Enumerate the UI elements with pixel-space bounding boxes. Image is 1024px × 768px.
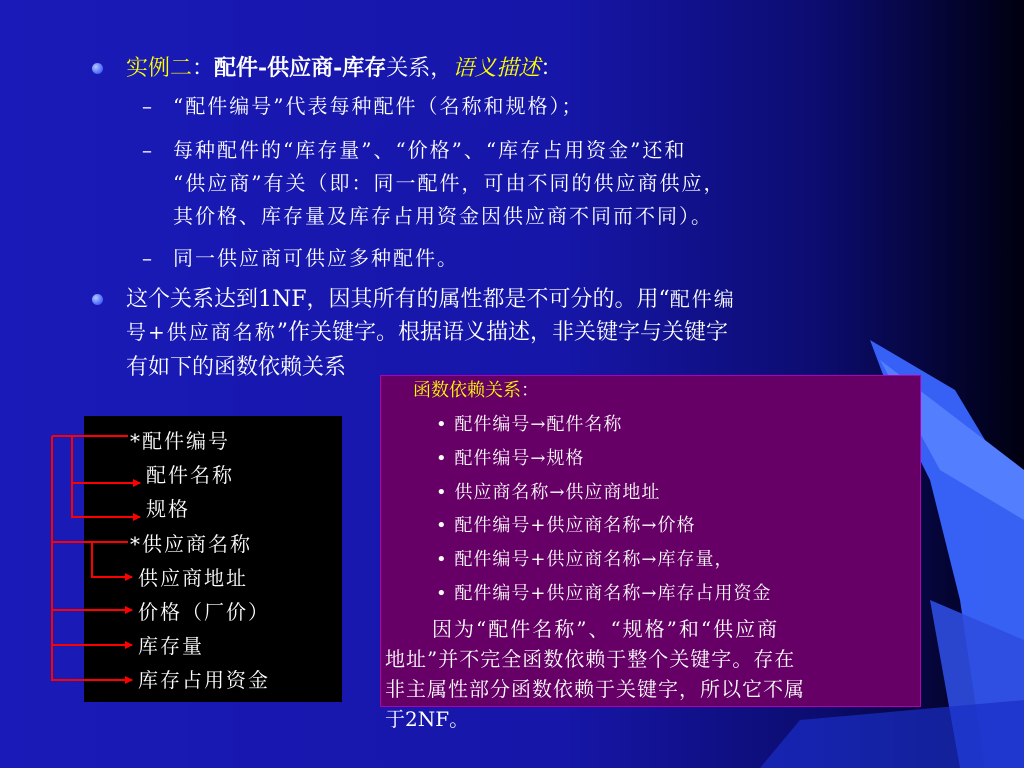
field-item: 供应商地址 [138, 566, 248, 590]
field-item: 价格（厂价） [138, 600, 270, 624]
fd-title [413, 378, 539, 404]
field-item: *供应商名称 [130, 532, 252, 556]
bullet2-line3: 有如下的函数依赖关系 [126, 355, 347, 380]
bullet1-prefix: 实例二 [126, 56, 193, 81]
sub-dash: – [142, 246, 152, 270]
field-item: *配件编号 [130, 429, 230, 453]
fd-item: • 配件编号→规格 [436, 448, 585, 469]
fd-paragraph-line: 地址”并不完全函数依赖于整个关键字。存在 [385, 647, 796, 671]
bullet1-colon: ： [192, 56, 215, 81]
sub-item: 其价格、库存量及库存占用资金因供应商不同而不同）。 [173, 204, 713, 228]
fd-item: • 配件编号+供应商名称→库存量， [436, 549, 734, 570]
sub-item: 同一供应商可供应多种配件。 [173, 246, 459, 270]
fd-paragraph-line: 于2NF。 [385, 707, 470, 731]
fd-title-colon: ： [521, 380, 539, 401]
bullet1-normal: 关系， [386, 56, 453, 81]
fd-item: • 配件编号→配件名称 [436, 414, 623, 435]
field-item: 库存占用资金 [138, 668, 270, 692]
bullet2-text: 这个关系达到1NF，因其所有的属性都是不可分的。用“ [126, 287, 670, 312]
bullet1-relation: 配件-供应商-库存 [214, 55, 387, 81]
field-item: 库存量 [138, 634, 204, 658]
bullet2-key: 号+供应商名称 [126, 320, 277, 344]
fd-title-text: 函数依赖关系 [413, 380, 521, 401]
fd-item: • 供应商名称→供应商地址 [436, 482, 661, 503]
field-item: 配件名称 [146, 463, 234, 487]
fd-paragraph-line: 因为“配件名称”、“规格”和“供应商 [432, 617, 780, 641]
sub-item: “供应商”有关（即：同一配件，可由不同的供应商供应， [173, 171, 726, 195]
sub-dash: – [142, 94, 152, 118]
sub-item: “配件编号”代表每种配件（名称和规格）； [173, 94, 584, 118]
bullet2-text: ”作关键字。根据语义描述，非关键字与关键字 [276, 320, 729, 345]
fd-item: • 配件编号+供应商名称→价格 [436, 515, 696, 536]
field-item: 规格 [146, 497, 190, 521]
bullet1-end: ： [540, 56, 563, 81]
fd-item: • 配件编号+供应商名称→库存占用资金 [436, 583, 772, 604]
sub-dash: – [142, 138, 152, 162]
sub-item: 每种配件的“库存量”、“价格”、“库存占用资金”还和 [173, 138, 687, 162]
bullet2-key: 配件编 [669, 287, 736, 311]
fd-paragraph-line: 非主属性部分函数依赖于关键字，所以它不属 [385, 677, 805, 701]
bullet1-semantic: 语义描述 [452, 56, 541, 81]
